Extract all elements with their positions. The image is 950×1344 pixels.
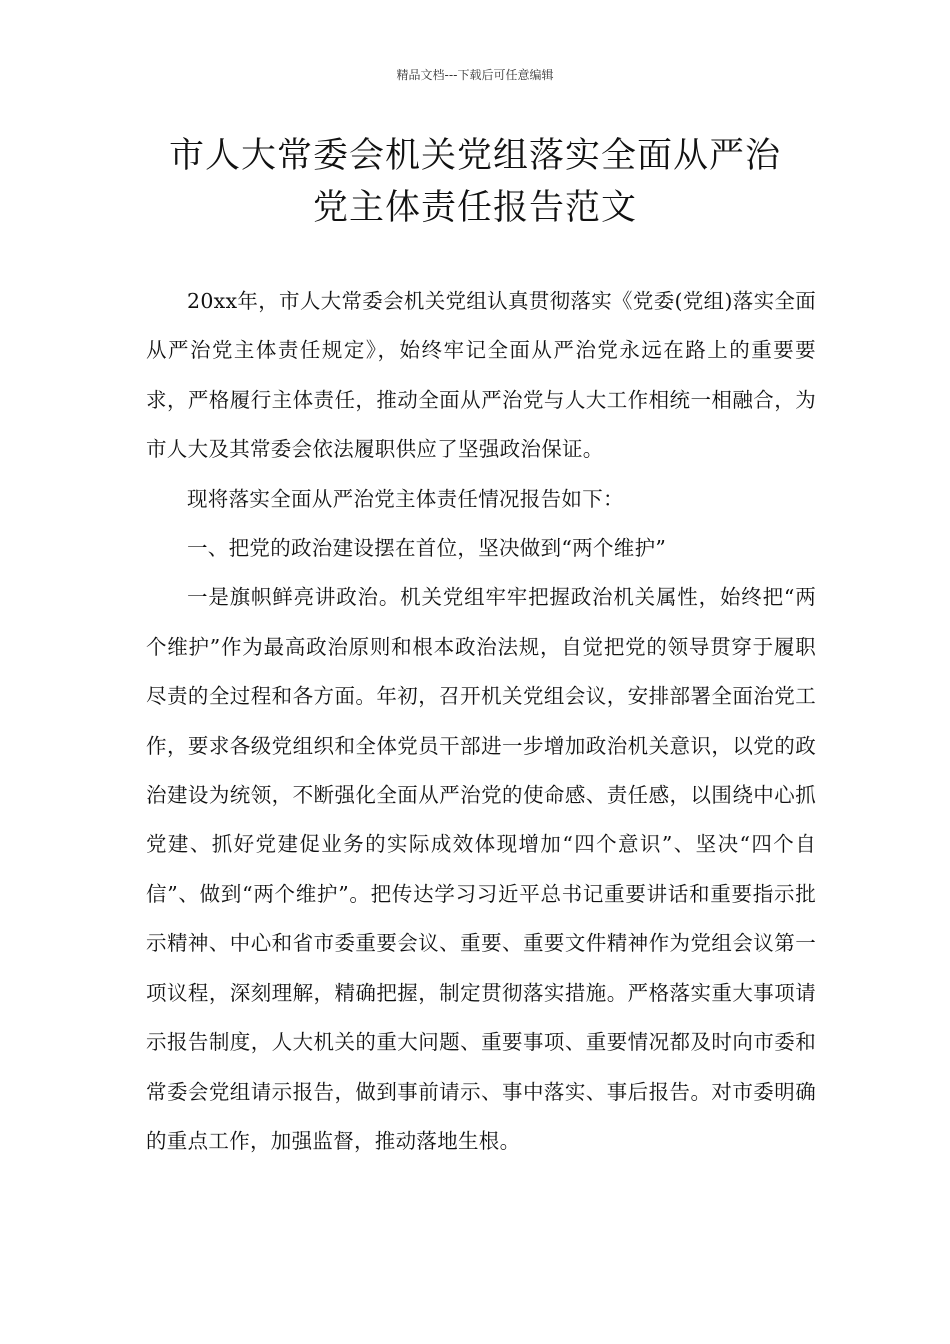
- document-title-line-2: 党主体责任报告范文: [312, 188, 637, 228]
- document-title-line-1: 市人大常委会机关党组落实全面从严治: [168, 136, 781, 176]
- body-paragraph-report-lead: 现将落实全面从严治党主体责任情况报告如下：: [187, 486, 624, 511]
- document-body: [146, 277, 816, 1166]
- body-paragraph-intro: 20xx年，市人大常委会机关党组认真贯彻落实《党委(党组)落实全面从严治党主体责任规定》，始终牢记全面从严治党永远在路上的重要要求，严格履行主体责任，推动全面从严治党与人大工作相统一相融合，为市人大及其常委会依法履职供应了坚强政治保证。: [146, 289, 816, 462]
- body-paragraph-politics: 一是旗帜鲜亮讲政治。机关党组牢牢把握政治机关属性，始终把“两个维护”作为最高政治原则和根本政治法规，自觉把党的领导贯穿于履职尽责的全过程和各方面。年初，召开机关党组会议，安排部署全面治党工作，要求各级党组织和全体党员干部进一步增加政治机关意识，以党的政治建设为统领，不断强化全面从严治党的使命感、责任感，以围绕中心抓党建、抓好党建促业务的实际成效体现增加“四个意识”、坚决“四个自信”、做到“两个维护”。把传达学习习近平总书记重要讲话和重要指示批示精神、中心和省市委重要会议、重要、重要文件精神作为党组会议第一项议程，深刻理解，精确把握，制定贯彻落实措施。严格落实重大事项请示报告制度，人大机关的重大问题、重要事项、重要情况都及时向市委和常委会党组请示报告，做到事前请示、事中落实、事后报告。对市委明确的重点工作，加强监督，推动落地生根。: [146, 585, 816, 1153]
- page-header-note: 精品文档---下载后可任意编辑: [396, 68, 554, 82]
- section-heading-1: 一、把党的政治建设摆在首位，坚决做到“两个维护”: [187, 536, 667, 561]
- document-title: [140, 130, 810, 234]
